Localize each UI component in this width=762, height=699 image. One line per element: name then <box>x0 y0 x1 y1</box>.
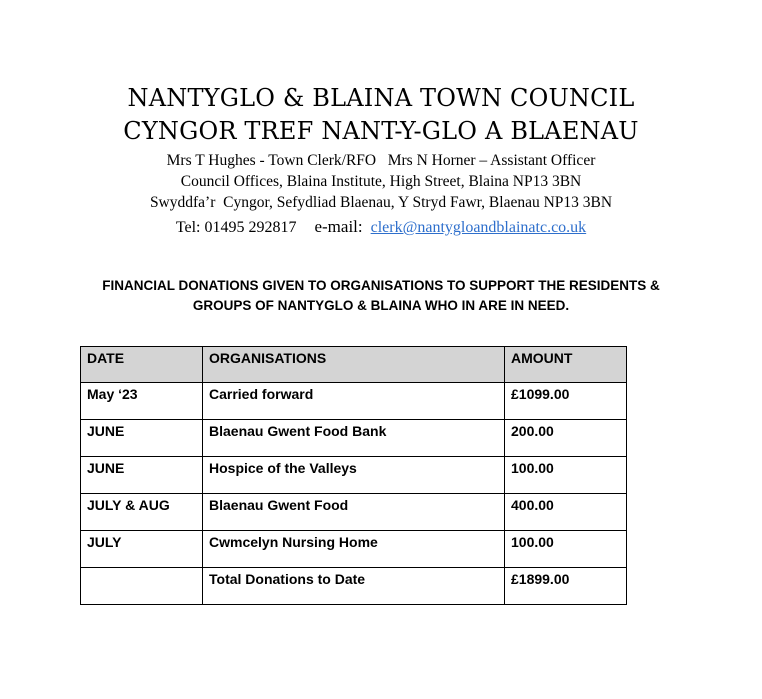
cell-date <box>81 568 203 605</box>
header-date: DATE <box>81 347 203 383</box>
table-row <box>81 420 627 457</box>
cell-organisation: Blaenau Gwent Food <box>203 494 505 531</box>
donations-table <box>80 346 627 605</box>
document-subtitle <box>0 276 762 316</box>
header-amount: AMOUNT <box>505 347 627 383</box>
council-title-welsh: CYNGOR TREF NANT-Y-GLO A BLAENAU <box>123 117 639 145</box>
cell-organisation: Hospice of the Valleys <box>203 457 505 494</box>
cell-date: JULY <box>81 531 203 568</box>
email-label: e-mail: <box>314 217 363 236</box>
cell-amount: 100.00 <box>505 531 627 568</box>
cell-amount: £1899.00 <box>505 568 627 605</box>
cell-amount: £1099.00 <box>505 383 627 420</box>
council-title-english: NANTYGLO & BLAINA TOWN COUNCIL <box>127 84 635 112</box>
table-header-row <box>81 347 627 383</box>
subtitle-line-1: FINANCIAL DONATIONS GIVEN TO ORGANISATIONS TO SUPPORT THE RESIDENTS & <box>102 278 660 293</box>
cell-amount: 200.00 <box>505 420 627 457</box>
telephone: Tel: 01495 292817 <box>175 219 297 236</box>
contact-line <box>0 217 762 237</box>
table-row <box>81 383 627 420</box>
address-welsh: Swyddfa’r Cyngor, Sefydliad Blaenau, Y Stryd Fawr, Blaenau NP13 3BN <box>149 194 613 211</box>
table-row <box>81 531 627 568</box>
header-organisations: ORGANISATIONS <box>203 347 505 383</box>
table-row <box>81 457 627 494</box>
email-link[interactable]: clerk@nantygloandblainatc.co.uk <box>370 219 587 236</box>
cell-date: JULY & AUG <box>81 494 203 531</box>
staff-line: Mrs T Hughes - Town Clerk/RFO Mrs N Horner – Assistant Officer <box>166 152 596 169</box>
address-english: Council Offices, Blaina Institute, High Street, Blaina NP13 3BN <box>180 173 582 190</box>
cell-amount: 400.00 <box>505 494 627 531</box>
cell-organisation: Carried forward <box>203 383 505 420</box>
cell-organisation: Total Donations to Date <box>203 568 505 605</box>
subtitle-line-2: GROUPS OF NANTYGLO & BLAINA WHO IN ARE IN NEED. <box>192 298 570 313</box>
cell-organisation: Blaenau Gwent Food Bank <box>203 420 505 457</box>
cell-amount: 100.00 <box>505 457 627 494</box>
cell-organisation: Cwmcelyn Nursing Home <box>203 531 505 568</box>
cell-date: May ‘23 <box>81 383 203 420</box>
table-total-row <box>81 568 627 605</box>
cell-date: JUNE <box>81 420 203 457</box>
cell-date: JUNE <box>81 457 203 494</box>
table-row <box>81 494 627 531</box>
